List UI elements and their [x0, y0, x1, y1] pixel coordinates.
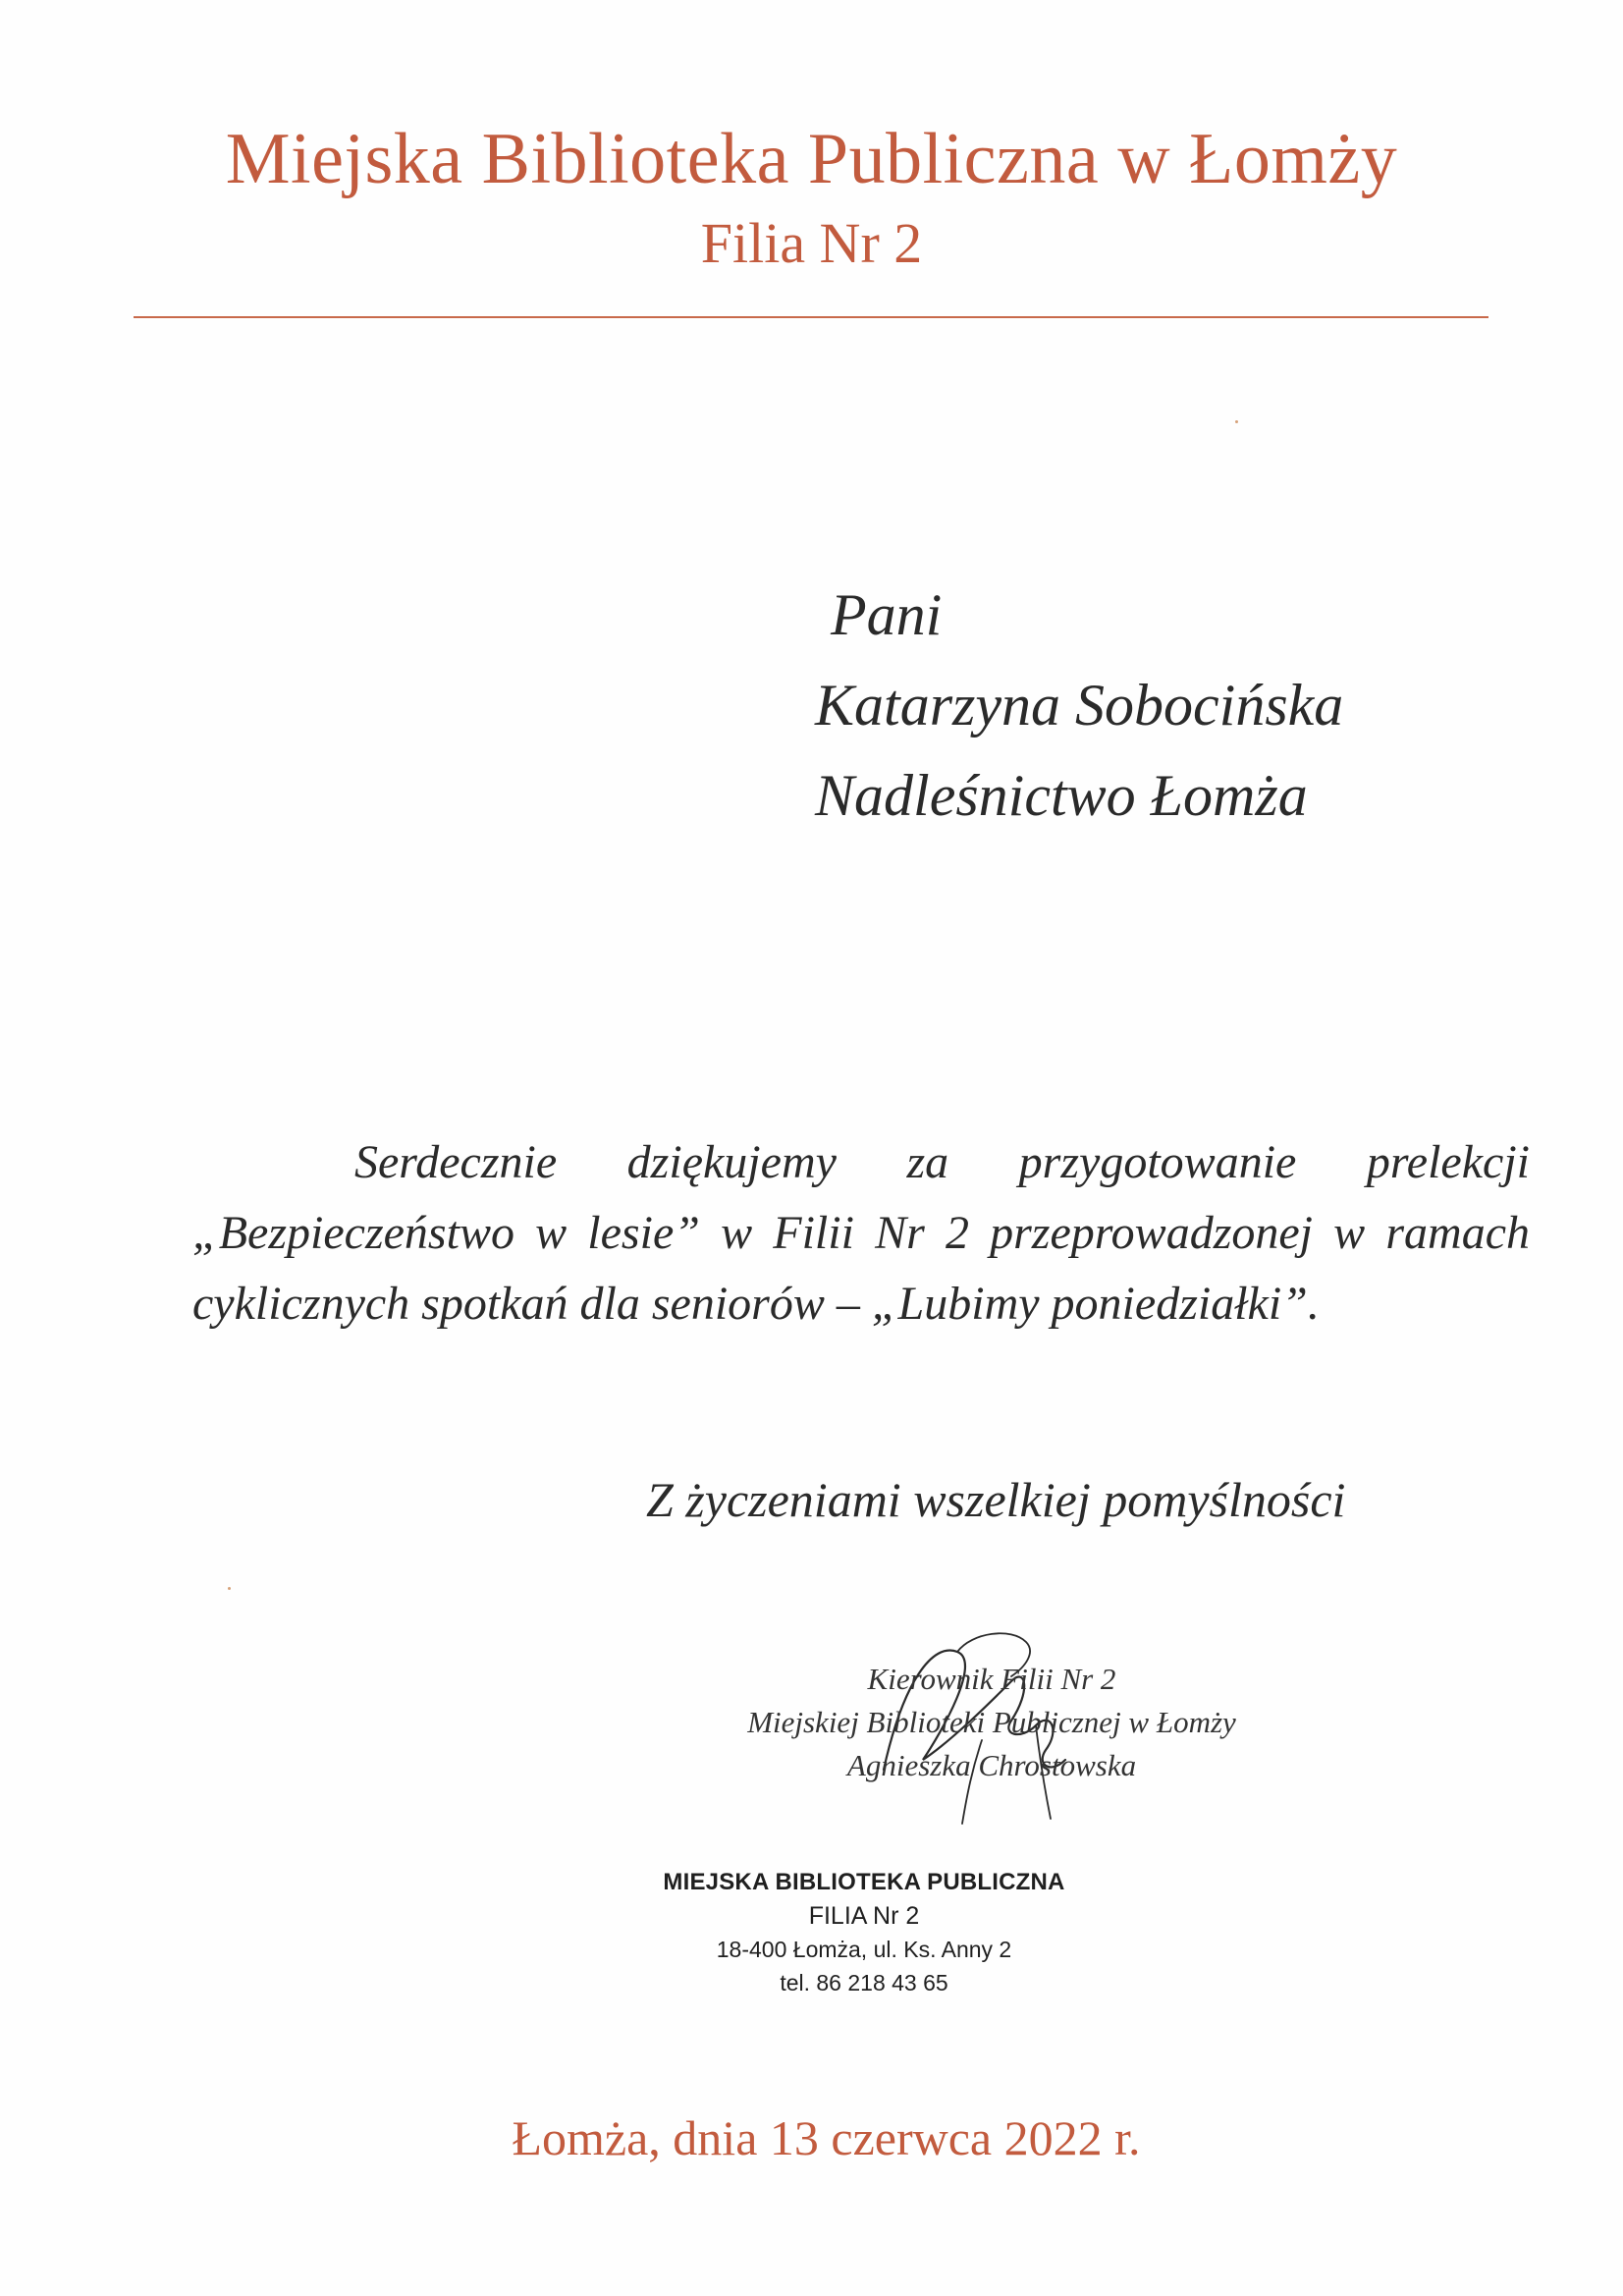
stamp-address: 18-400 Łomża, ul. Ks. Anny 2 [716, 1937, 1012, 1962]
letter-date: Łomża, dnia 13 czerwca 2022 r. [512, 2110, 1141, 2165]
signature-block [668, 1658, 1316, 1787]
stamp-phone: tel. 86 218 43 65 [780, 1970, 948, 1995]
signature-institution: Miejskiej Biblioteki Publicznej w Łomży [747, 1705, 1236, 1739]
letter-body: Serdecznie dziękujemy za przygotowanie prelekcji „Bezpieczeństwo w lesie” w Filii Nr 2 przeprowadzonej w ramach cyklicznych spotkań dla seniorów – „Lubimy poniedziałki”. [192, 1136, 1530, 1330]
library-name: Miejska Biblioteka Publiczna w Łomży [225, 119, 1398, 199]
recipient-salutation: Pani [831, 582, 943, 647]
branch-name: Filia Nr 2 [700, 210, 923, 275]
stamp-branch: FILIA Nr 2 [808, 1902, 920, 1930]
signature-title: Kierownik Filii Nr 2 [867, 1662, 1116, 1696]
recipient-name: Katarzyna Sobocińska [815, 673, 1344, 738]
recipient-organization: Nadleśnictwo Łomża [815, 763, 1308, 828]
scan-speck [1235, 420, 1238, 423]
recipient-block [815, 570, 1343, 841]
stamp-library-name: MIEJSKA BIBLIOTEKA PUBLICZNA [663, 1869, 1065, 1895]
header-divider [134, 316, 1488, 318]
letterhead [0, 116, 1623, 277]
signature-name: Agnieszka Chrostowska [846, 1748, 1137, 1782]
library-stamp [550, 1866, 1178, 1999]
scan-speck [228, 1587, 231, 1590]
closing-line: Z życzeniami wszelkiej pomyślności [646, 1472, 1346, 1527]
